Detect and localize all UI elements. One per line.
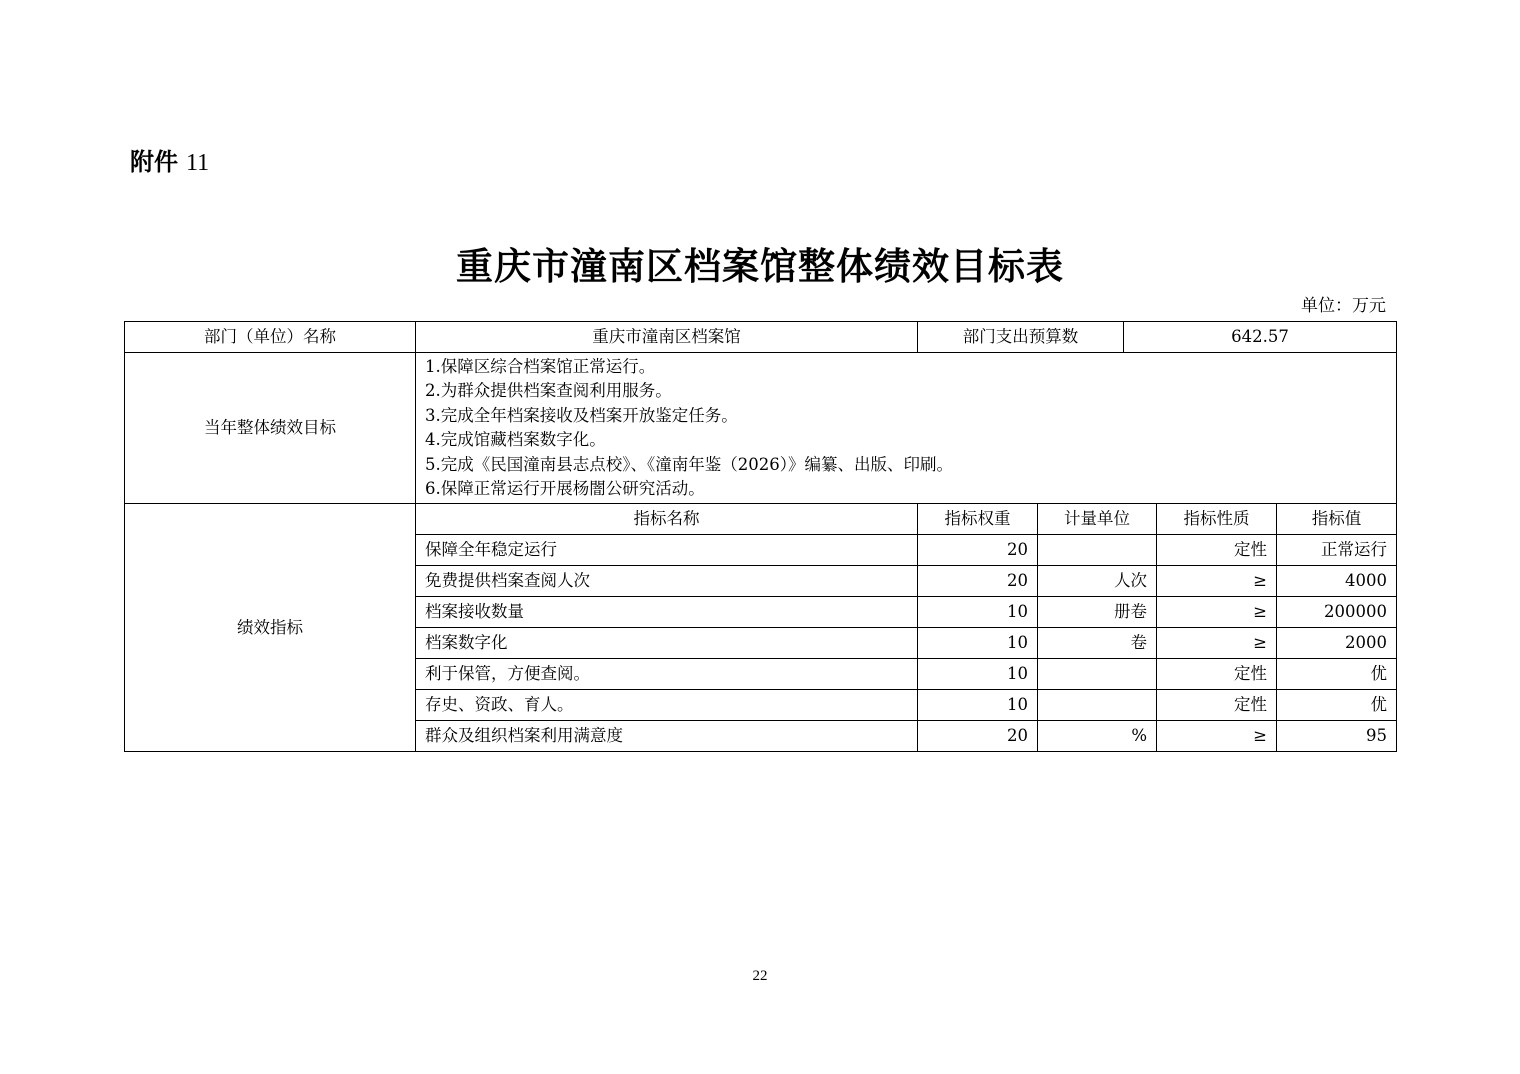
indicator-unit: [1038, 535, 1157, 566]
document-title: 重庆市潼南区档案馆整体绩效目标表: [456, 245, 1064, 288]
attachment-number: 11: [186, 150, 210, 176]
indicators-label: 绩效指标: [125, 504, 416, 752]
indicator-nature: ≥: [1157, 721, 1277, 752]
dept-name-label: 部门（单位）名称: [125, 322, 416, 353]
indicator-value: 正常运行: [1277, 535, 1397, 566]
indicator-nature: 定性: [1157, 690, 1277, 721]
indicator-unit: 人次: [1038, 566, 1157, 597]
indicator-name: 存史、资政、育人。: [416, 690, 918, 721]
indicator-name: 群众及组织档案利用满意度: [416, 721, 918, 752]
annual-goals-row: [125, 353, 1397, 504]
indicator-name: 保障全年稳定运行: [416, 535, 918, 566]
indicator-weight: 10: [918, 690, 1038, 721]
budget-label: 部门支出预算数: [918, 322, 1124, 353]
attachment-word: 附件: [130, 148, 178, 176]
col-header-name: 指标名称: [416, 504, 918, 535]
goal-item: 6.保障正常运行开展杨闇公研究活动。: [425, 479, 705, 499]
indicator-unit: %: [1038, 721, 1157, 752]
col-header-nature: 指标性质: [1157, 504, 1277, 535]
indicator-weight: 10: [918, 597, 1038, 628]
indicator-unit: [1038, 690, 1157, 721]
indicator-nature: ≥: [1157, 597, 1277, 628]
indicator-value: 200000: [1277, 597, 1397, 628]
indicator-name: 免费提供档案查阅人次: [416, 566, 918, 597]
page-number: 22: [752, 968, 768, 984]
indicator-value: 4000: [1277, 566, 1397, 597]
col-header-value: 指标值: [1277, 504, 1397, 535]
indicator-nature: 定性: [1157, 535, 1277, 566]
annual-goals-content: [416, 353, 1397, 504]
goal-item: 3.完成全年档案接收及档案开放鉴定任务。: [425, 405, 738, 425]
indicator-nature: ≥: [1157, 628, 1277, 659]
indicator-nature: 定性: [1157, 659, 1277, 690]
indicator-name: 档案接收数量: [416, 597, 918, 628]
col-header-unit: 计量单位: [1038, 504, 1157, 535]
attachment-label: [130, 146, 209, 179]
indicator-weight: 20: [918, 721, 1038, 752]
indicator-name: 利于保管，方便查阅。: [416, 659, 918, 690]
indicator-value: 95: [1277, 721, 1397, 752]
indicator-header-row: [125, 504, 1397, 535]
indicator-weight: 20: [918, 566, 1038, 597]
indicator-nature: ≥: [1157, 566, 1277, 597]
indicator-value: 2000: [1277, 628, 1397, 659]
indicator-unit: 册卷: [1038, 597, 1157, 628]
indicator-name: 档案数字化: [416, 628, 918, 659]
indicator-unit: 卷: [1038, 628, 1157, 659]
annual-goals-label: 当年整体绩效目标: [125, 353, 416, 504]
col-header-weight: 指标权重: [918, 504, 1038, 535]
goal-item: 1.保障区综合档案馆正常运行。: [425, 357, 656, 376]
goal-item: 5.完成《民国潼南县志点校》、《潼南年鉴（2026）》编纂、出版、印刷。: [425, 454, 953, 474]
indicator-unit: [1038, 659, 1157, 690]
indicator-weight: 10: [918, 628, 1038, 659]
indicator-value: 优: [1277, 659, 1397, 690]
header-row: [125, 322, 1397, 353]
indicator-weight: 20: [918, 535, 1038, 566]
performance-table: [124, 321, 1397, 752]
budget-value: 642.57: [1124, 322, 1397, 353]
goal-item: 2.为群众提供档案查阅利用服务。: [425, 381, 672, 401]
indicator-value: 优: [1277, 690, 1397, 721]
goal-item: 4.完成馆藏档案数字化。: [425, 430, 606, 450]
indicator-weight: 10: [918, 659, 1038, 690]
unit-label: 单位：万元: [1301, 296, 1386, 316]
dept-name-value: 重庆市潼南区档案馆: [416, 322, 918, 353]
